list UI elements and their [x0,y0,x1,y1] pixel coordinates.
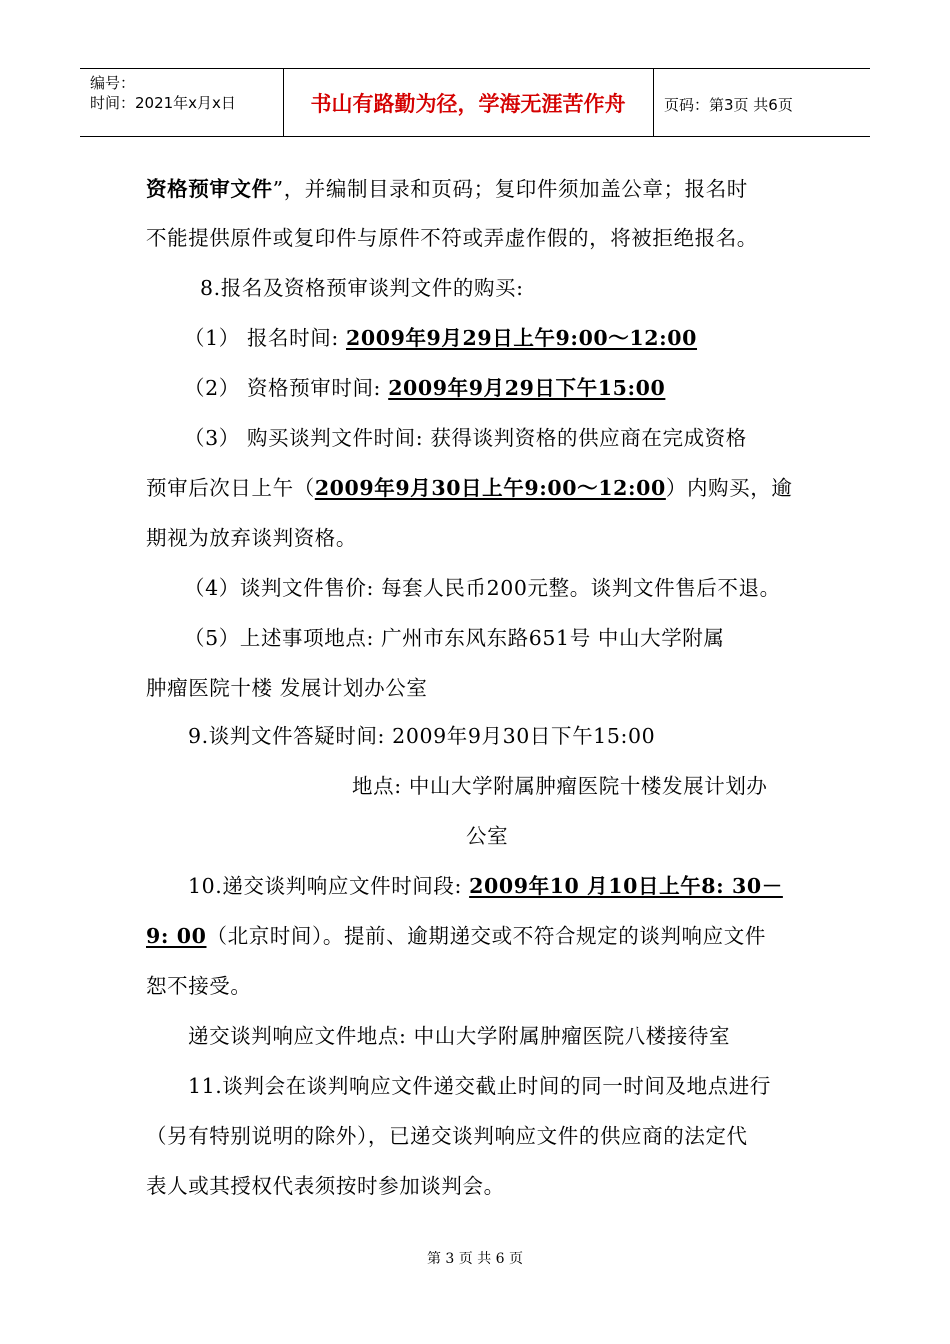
submission-end-time: 9: 00 [146,924,207,948]
header-divider-right [653,68,654,136]
body-line-16-rest: （北京时间）。提前、逾期递交或不符合规定的谈判响应文件 [206,924,766,948]
header-date-label: 时间：2021年x月x日 [90,94,236,112]
item-purchase-time: （3） 购买谈判文件时间: 获得谈判资格的供应商在完成资格 [184,426,747,450]
section-11-heading: 11.谈判会在谈判响应文件递交截止时间的同一时间及地点进行 [188,1074,771,1098]
item-label: （1） 报名时间: [184,326,346,350]
item-prequal-time [184,371,665,401]
body-line-2: 不能提供原件或复印件与原件不符或弄虚作假的，将被拒绝报名。 [146,226,758,250]
body-line-17: 恕不接受。 [146,974,252,998]
item-registration-time [184,321,697,351]
body-line-11: 肿瘤医院十楼 发展计划办公室 [146,676,428,700]
header-motto: 书山有路勤为径，学海无涯苦作舟 [310,92,626,116]
section-10-heading [188,869,783,899]
bold-doc-title: 资格预审文件 [146,177,273,201]
header-number-label: 编号： [90,74,136,92]
header-bottom-rule [80,136,870,137]
submission-date: 2009年10 月10日上午8: 30－ [469,874,783,898]
section-9-location: 地点: 中山大学附属肿瘤医院十楼发展计划办 [352,774,768,798]
body-line-1-rest: ”，并编制目录和页码；复印件须加盖公章；报名时 [272,177,748,201]
body-line-16 [146,919,766,949]
section-10-label: 10.递交谈判响应文件时间段: [188,874,470,898]
body-line-7-a: 预审后次日上午（ [146,476,315,500]
submission-location: 递交谈判响应文件地点: 中山大学附属肿瘤医院八楼接待室 [188,1024,731,1048]
section-9-heading: 9.谈判文件答疑时间: 2009年9月30日下午15:00 [188,724,656,748]
section-9-location-cont: 公室 [466,824,509,848]
purchase-date: 2009年9月30日上午9:00～12:00 [314,476,666,500]
body-line-20: （另有特别说明的除外），已递交谈判响应文件的供应商的法定代 [146,1124,748,1148]
registration-date: 2009年9月29日上午9:00～12:00 [345,326,698,350]
body-line-1 [146,172,748,202]
body-line-8: 期视为放弃谈判资格。 [146,526,357,550]
header-top-rule [80,68,870,69]
section-8-heading: 8.报名及资格预审谈判文件的购买: [200,276,524,300]
body-line-21: 表人或其授权代表须按时参加谈判会。 [146,1174,505,1198]
item-label: （2） 资格预审时间: [184,376,389,400]
header-page-info: 页码：第3页 共6页 [664,96,793,114]
body-line-7-c: ）内购买，逾 [665,476,793,500]
item-price: （4）谈判文件售价: 每套人民币200元整。谈判文件售后不退。 [184,576,781,600]
footer-page-number: 第 3 页 共 6 页 [426,1251,524,1267]
item-location: （5）上述事项地点: 广州市东风东路651号 中山大学附属 [184,626,725,650]
body-line-7 [146,471,792,501]
prequal-date: 2009年9月29日下午15:00 [388,376,666,400]
